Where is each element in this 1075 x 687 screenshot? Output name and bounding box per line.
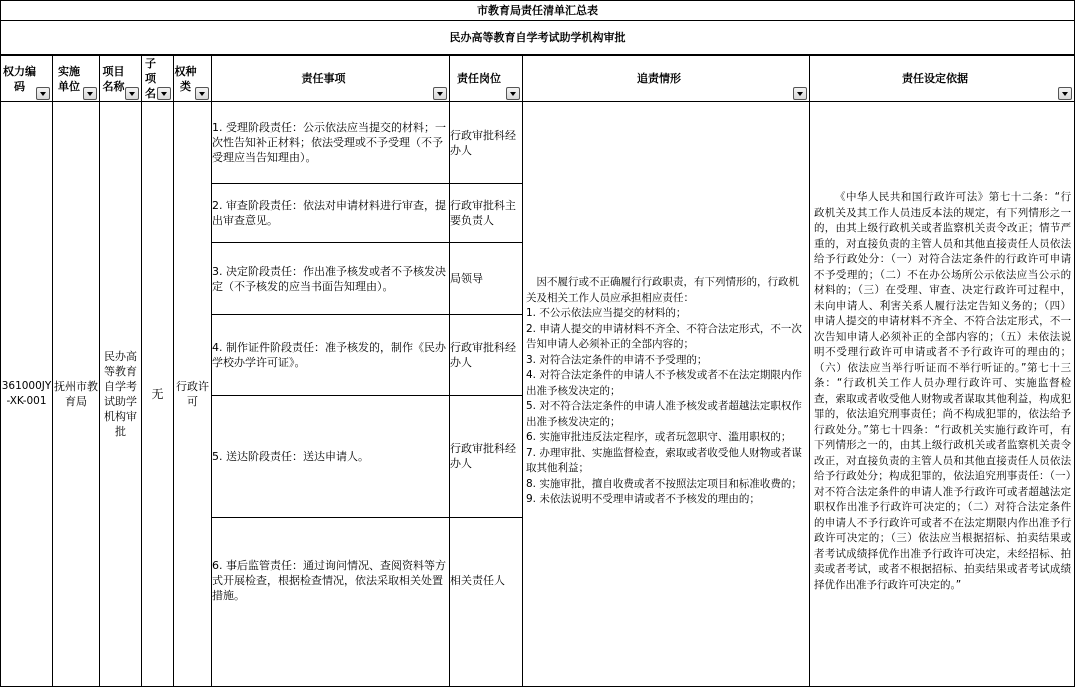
header-basis-label: 责任设定依据 — [902, 72, 969, 85]
cell-post-2[interactable]: 行政审批科主要负责人 — [450, 184, 523, 243]
cell-accountability[interactable] — [523, 102, 810, 687]
cell-basis[interactable] — [810, 102, 1075, 687]
header-duty-label: 责任事项 — [301, 72, 346, 85]
filter-dropdown-icon[interactable] — [195, 87, 209, 100]
filter-dropdown-icon[interactable] — [83, 87, 97, 100]
cell-item[interactable]: 民办高等教育自学考试助学机构审批 — [100, 102, 142, 687]
header-basis — [810, 55, 1075, 102]
accountability-item: 3. 对符合法定条件的申请不予受理的； — [526, 353, 708, 366]
filter-dropdown-icon[interactable] — [36, 87, 50, 100]
header-duty — [212, 55, 450, 102]
header-type — [174, 55, 212, 102]
header-subitem — [142, 55, 174, 102]
filter-dropdown-icon[interactable] — [793, 87, 807, 100]
header-post-label: 责任岗位 — [457, 72, 501, 85]
basis-text: 《中华人民共和国行政许可法》第七十二条：“行政机关及其工作人员违反本法的规定，有下列情形之一的，由其上级行政机关或者监察机关责令改正；情节严重的，对直接负责的主管人员和其他直接责任人员依法给予行政处分：（一）对符合法定条件的行政许可申请不予受理的；（二）不在办公场所公示依法应当公示的材料的；（三）在受理、审查、决定行政许可过程中，未向申请人、利害关系人履行法定告知义务的；（四）申请人提交的申请材料不齐全、不符合法定形式，不一次告知申请人必须补正的全部内容的；（五）未依法说明不受理行政许可申请或者不予行政许可的理由的；（六）依法应当举行听证而不举行听证的。”第七十三条：“行政机关工作人员办理行政许可、实施监督检查，索取或者收受他人财物或者谋取其他利益，构成犯罪的，依法追究刑事责任；尚不构成犯罪的，依法给予行政处分。”第七十四条：“行政机关实施行政许可，有下列情形之一的，由其上级行政机关或者监察机关责令改正，对直接负责的主管人员和其他直接责任人员依法给予行政处分；构成犯罪的，依法追究刑事责任：（一）对不符合法定条件的申请人准予行政许可或者超越法定职权作出准予行政许可决定的；（二）对符合法定条件的申请人不予行政许可或者不在法定期限内作出准予行政许可决定的；（三）依法应当根据招标、拍卖结果或者考试成绩择优作出准予行政许可决定，未经招标、拍卖或者考试，或者不根据招标、拍卖结果或者考试成绩择优作出准予行政许可决定的。” — [814, 191, 1072, 591]
accountability-item: 2. 申请人提交的申请材料不齐全、不符合法定形式，不一次告知申请人必须补正的全部内容的； — [526, 322, 802, 350]
accountability-item: 9. 未依法说明不受理申请或者不予核发的理由的； — [526, 493, 760, 505]
sheet-title: 市教育局责任清单汇总表 — [1, 1, 1075, 21]
header-type-label: 权种类 — [174, 64, 197, 93]
header-code-label: 权力编码 — [3, 64, 36, 93]
accountability-item: 5. 对不符合法定条件的申请人准予核发或者超越法定职权作出准予核发决定的； — [526, 400, 802, 428]
cell-post-1[interactable]: 行政审批科经办人 — [450, 102, 523, 184]
cell-duty-6[interactable]: 6. 事后监管责任：通过询问情况、查阅资料等方式开展检查，根据检查情况，依法采取相关处置措施。 — [212, 517, 450, 686]
cell-post-4[interactable]: 行政审批科经办人 — [450, 314, 523, 395]
header-dept — [53, 55, 100, 102]
accountability-item: 6. 实施审批违反法定程序，或者玩忽职守、滥用职权的； — [526, 431, 792, 443]
cell-duty-3[interactable]: 3. 决定阶段责任：作出准予核发或者不予核发决定（不予核发的应当书面告知理由）。 — [212, 243, 450, 314]
header-dept-label: 实施单位 — [58, 64, 80, 93]
accountability-item: 1. 不公示依法应当提交的材料的； — [526, 307, 687, 319]
header-post — [450, 55, 523, 102]
cell-post-6[interactable]: 相关责任人 — [450, 517, 523, 686]
header-subitem-label: 子项名 — [145, 57, 156, 100]
accountability-item: 4. 对符合法定条件的申请人不予核发或者不在法定期限内作出准予核发决定的； — [526, 369, 802, 397]
filter-dropdown-icon[interactable] — [125, 87, 139, 100]
filter-dropdown-icon[interactable] — [433, 87, 447, 100]
accountability-item: 7. 办理审批、实施监督检查，索取或者收受他人财物或者谋取其他利益； — [526, 446, 802, 474]
accountability-intro: 因不履行或不正确履行行政职责，有下列情形的，行政机关及相关工作人员应承担相应责任： — [526, 276, 799, 304]
cell-duty-2[interactable]: 2. 审查阶段责任：依法对申请材料进行审查，提出审查意见。 — [212, 184, 450, 243]
filter-dropdown-icon[interactable] — [506, 87, 520, 100]
header-accountability — [523, 55, 810, 102]
cell-code[interactable]: 361000JY-XK-001 — [1, 102, 53, 687]
header-accountability-label: 追责情形 — [637, 72, 681, 85]
header-item — [100, 55, 142, 102]
cell-type[interactable]: 行政许可 — [174, 102, 212, 687]
accountability-item: 8. 实施审批，擅自收费或者不按照法定项目和标准收费的； — [526, 477, 802, 490]
item-title: 民办高等教育自学考试助学机构审批 — [1, 21, 1075, 56]
cell-post-3[interactable]: 局领导 — [450, 243, 523, 314]
header-item-label: 项目名称 — [102, 64, 125, 93]
cell-dept[interactable]: 抚州市教育局 — [53, 102, 100, 687]
cell-duty-4[interactable]: 4. 制作证件阶段责任：准予核发的，制作《民办学校办学许可证》。 — [212, 314, 450, 395]
cell-subitem[interactable]: 无 — [142, 102, 174, 687]
cell-duty-5[interactable]: 5. 送达阶段责任：送达申请人。 — [212, 395, 450, 517]
cell-post-5[interactable]: 行政审批科经办人 — [450, 395, 523, 517]
filter-dropdown-icon[interactable] — [157, 87, 171, 100]
filter-dropdown-icon[interactable] — [1058, 87, 1072, 100]
accountability-list — [526, 275, 806, 508]
cell-duty-1[interactable]: 1. 受理阶段责任：公示依法应当提交的材料；一次性告知补正材料；依法受理或不予受理（不予受理应当告知理由）。 — [212, 102, 450, 184]
header-code — [1, 55, 53, 102]
